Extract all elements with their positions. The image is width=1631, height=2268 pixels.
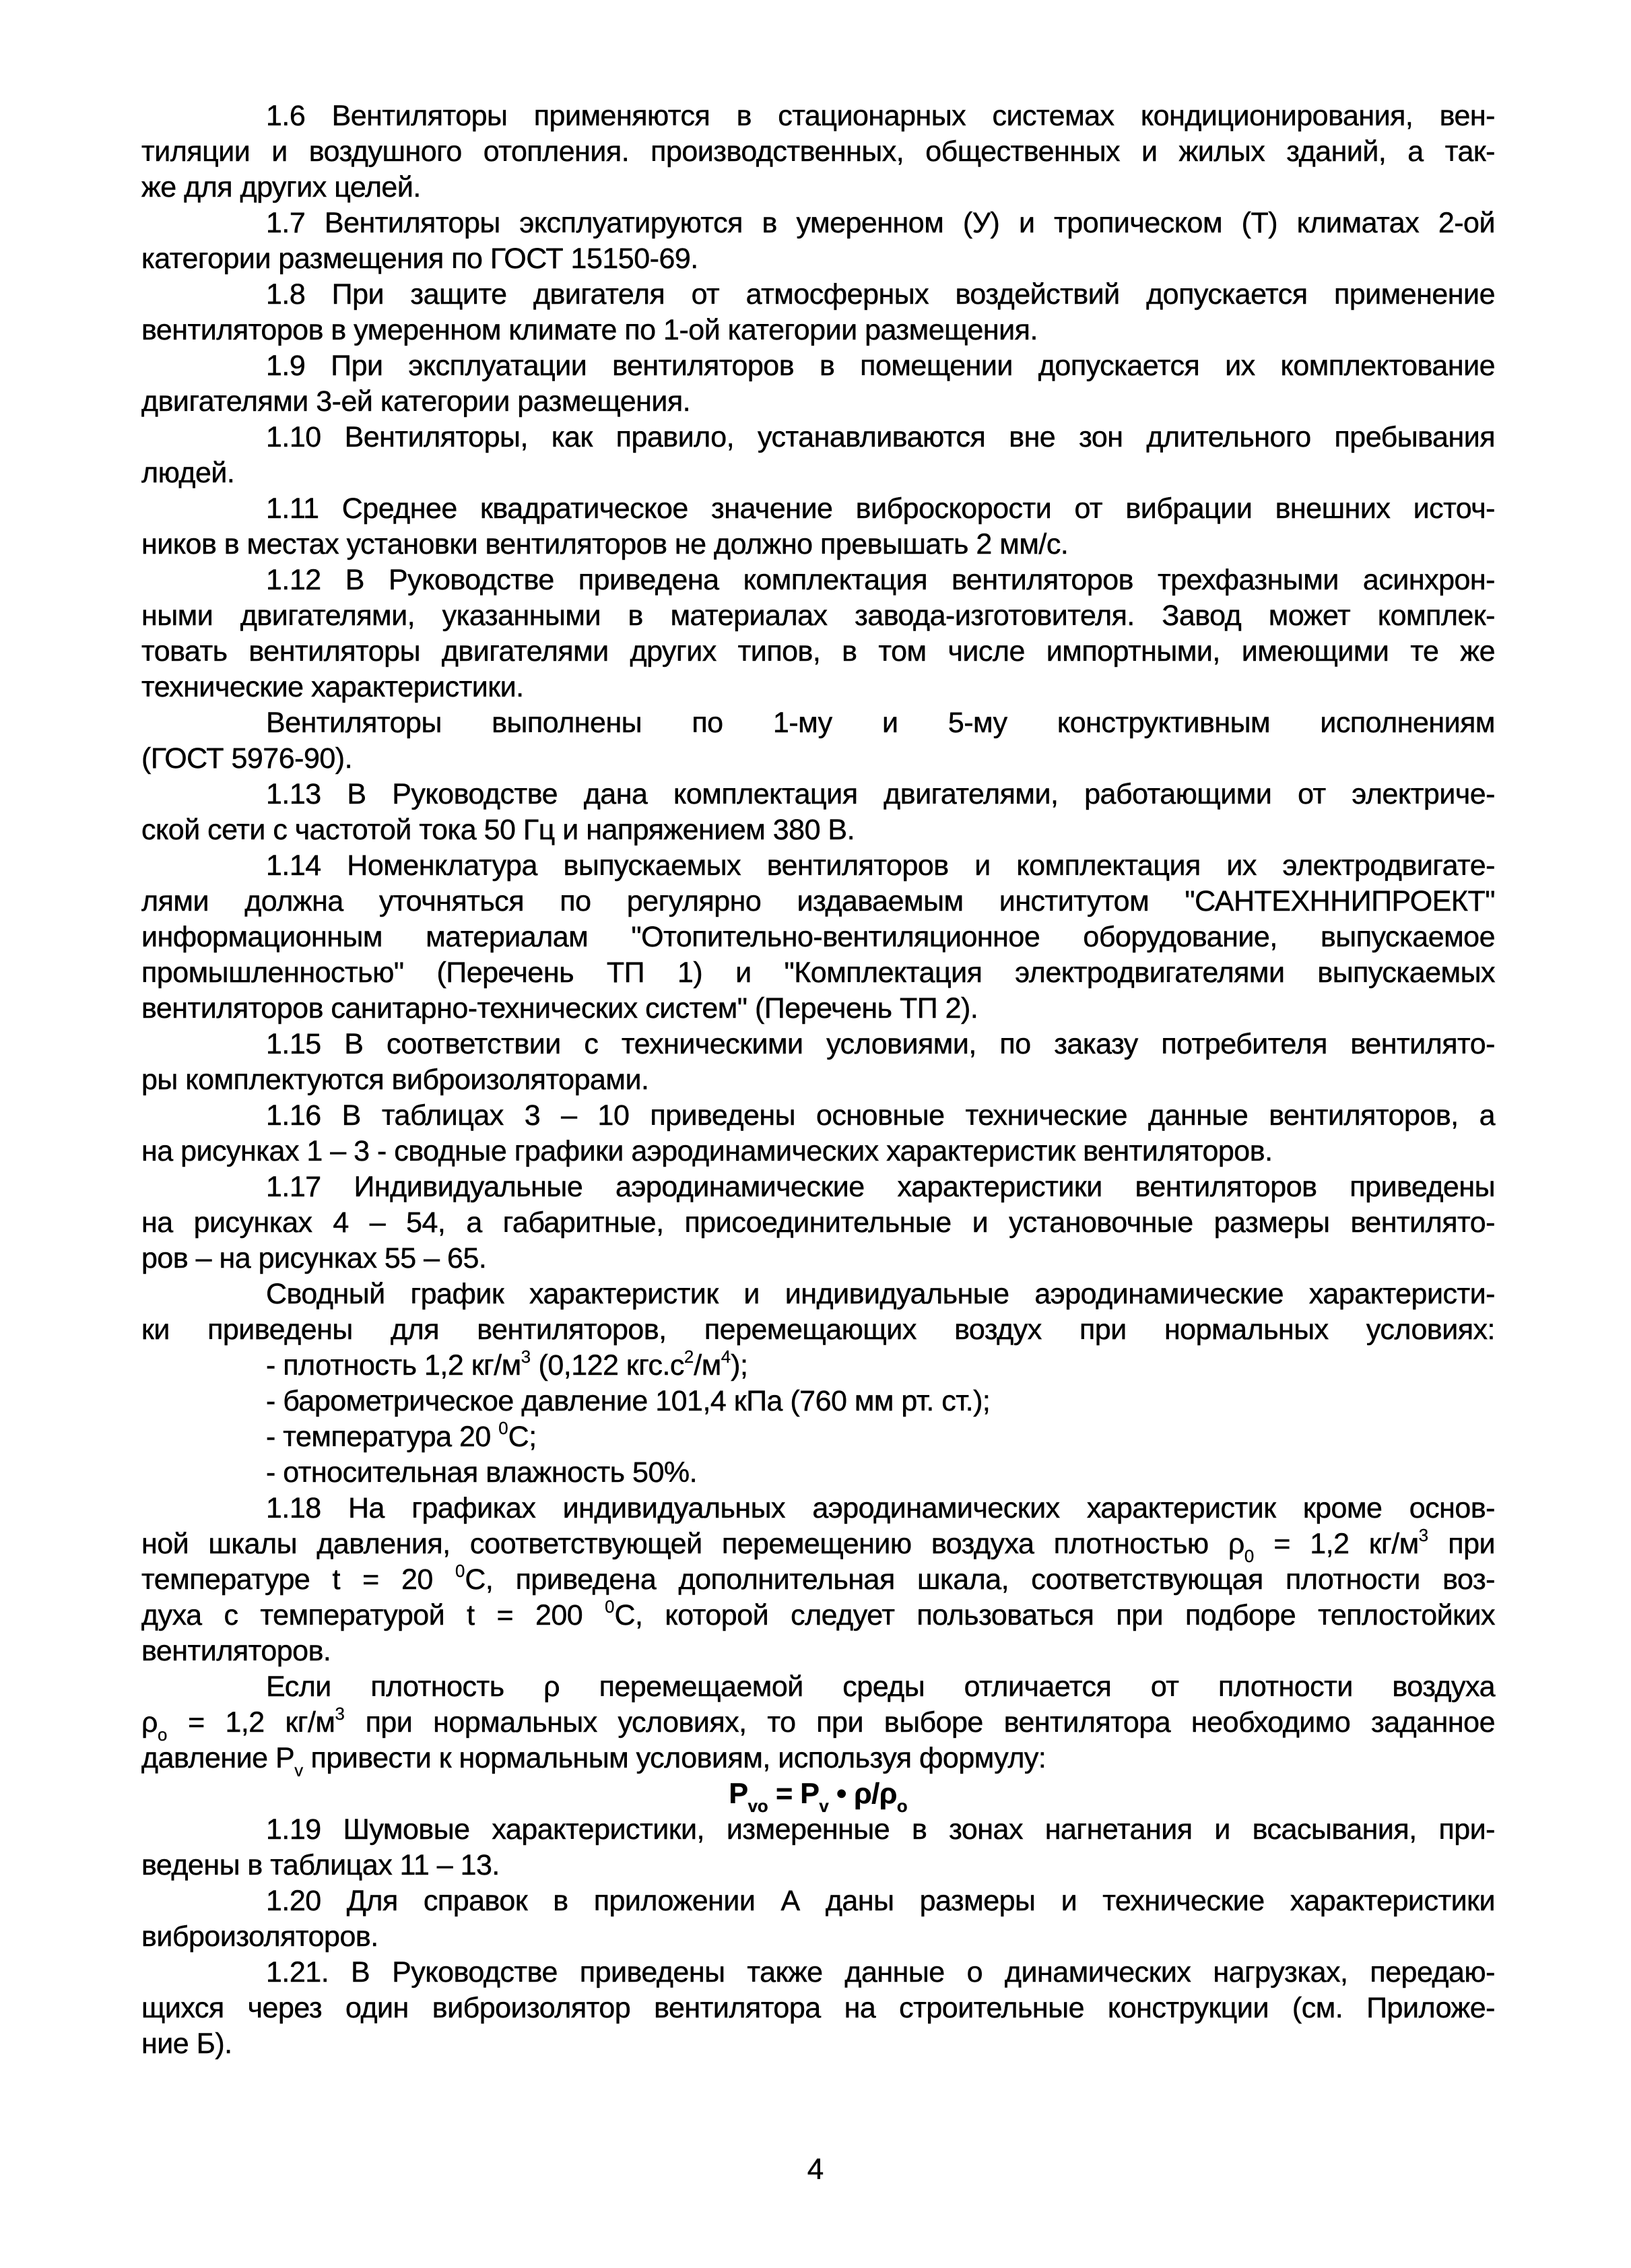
text-line: ников в местах установки вентиляторов не должно превышать 2 мм/с. bbox=[141, 528, 1069, 560]
text-line: духа с температурой t = 200 $^0$С, которой следует пользоваться при подборе теплостойких bbox=[141, 1597, 1495, 1631]
text-line: (ГОСТ 5976-90). bbox=[141, 742, 353, 775]
paragraph-summary-graph bbox=[141, 1276, 1495, 1348]
text-line: 1.16 В таблицах 3 – 10 приведены основные технические данные вентиляторов, а bbox=[266, 1099, 1495, 1132]
paragraph-density-correction bbox=[141, 1669, 1495, 1780]
text-line: ведены в таблицах 11 – 13. bbox=[141, 1849, 500, 1881]
text-line: 1.19 Шумовые характеристики, измеренные в зонах нагнетания и всасывания, при- bbox=[266, 1813, 1495, 1846]
text-line: 1.13 В Руководстве дана комплектация двигателями, работающими от электриче- bbox=[266, 778, 1495, 810]
text-line: на рисунках 1 – 3 - сводные графики аэродинамических характеристик вентиляторов. bbox=[141, 1135, 1273, 1167]
text-line: вентиляторов в умеренном климате по 1-ой категории размещения. bbox=[141, 314, 1038, 346]
text-line: 1.12 В Руководстве приведена комплектация вентиляторов трехфазными асинхрон- bbox=[266, 564, 1495, 596]
item-1-11 bbox=[141, 491, 1495, 562]
item-1-21 bbox=[141, 1955, 1495, 2062]
text-line: - относительная влажность 50%. bbox=[266, 1456, 698, 1489]
text-line: Вентиляторы выполнены по 1-му и 5-му конструктивным исполнениям bbox=[266, 707, 1495, 739]
text-line: $\rho_o = 1,2$ $кг/м^3$ при нормальных условиях, то при выборе вентилятора необходимо заданное bbox=[141, 1704, 1495, 1745]
text-line: Если плотность ρ перемещаемой среды отличается от плотности воздуха bbox=[266, 1671, 1495, 1703]
text-line: - барометрическое давление 101,4 кПа (760 мм рт. ст.); bbox=[266, 1385, 991, 1417]
text-line: 1.7 Вентиляторы эксплуатируются в умеренном (У) и тропическом (Т) климатах 2-ой bbox=[266, 207, 1495, 239]
text-line: двигателями 3-ей категории размещения. bbox=[141, 385, 691, 418]
text-line: 1.9 При эксплуатации вентиляторов в помещении допускается их комплектование bbox=[266, 350, 1495, 382]
text-line: 1.18 На графиках индивидуальных аэродинамических характеристик кроме основ- bbox=[266, 1492, 1495, 1524]
item-1-17 bbox=[141, 1169, 1495, 1276]
text-line: $P_{vo} = P_v$ • $\rho/\rho_o$ bbox=[729, 1778, 908, 1816]
text-line: вентиляторов. bbox=[141, 1635, 331, 1667]
text-line: 1.15 В соответствии с техническими условиями, по заказу потребителя вентилято- bbox=[266, 1028, 1495, 1060]
text-line: тиляции и воздушного отопления. производственных, общественных и жилых зданий, а так- bbox=[141, 135, 1495, 168]
item-1-12 bbox=[141, 562, 1495, 705]
text-line: ры комплектуются виброизоляторами. bbox=[141, 1064, 649, 1096]
text-line: промышленностью" (Перечень ТП 1) и "Комплектация электродвигателями выпускаемых bbox=[141, 957, 1495, 989]
item-1-18 bbox=[141, 1491, 1495, 1669]
text-line: ки приведены для вентиляторов, перемещающих воздух при нормальных условиях: bbox=[141, 1314, 1495, 1346]
text-line: Сводный график характеристик и индивидуальные аэродинамические характеристи- bbox=[266, 1278, 1495, 1310]
text-line: ными двигателями, указанными в материалах завода-изготовителя. Завод может комплек- bbox=[141, 600, 1495, 632]
item-1-8 bbox=[141, 277, 1495, 348]
text-line: товать вентиляторы двигателями других типов, в том числе импортными, имеющими те же bbox=[141, 635, 1495, 668]
document-body bbox=[141, 98, 1495, 2062]
item-1-9 bbox=[141, 348, 1495, 420]
text-line: 1.21. В Руководстве приведены также данные о динамических нагрузках, передаю- bbox=[266, 1956, 1495, 1988]
text-line: 1.14 Номенклатура выпускаемых вентиляторов и комплектация их электродвигате- bbox=[266, 849, 1495, 882]
text-line: - температура 20 $^0$С; bbox=[266, 1419, 537, 1453]
text-line: давление $P_v$ привести к нормальным условиям, используя формулу: bbox=[141, 1742, 1046, 1780]
text-line: щихся через один виброизолятор вентилятора на строительные конструкции (см. Приложе- bbox=[141, 1992, 1495, 2024]
text-line: лями должна уточняться по регулярно издаваемым институтом "САНТЕХННИПРОЕКТ" bbox=[141, 885, 1495, 917]
item-1-10 bbox=[141, 420, 1495, 491]
bullet-humidity bbox=[141, 1455, 1495, 1491]
text-line: 1.10 Вентиляторы, как правило, устанавливаются вне зон длительного пребывания bbox=[266, 421, 1495, 453]
text-line: 1.20 Для справок в приложении А даны размеры и технические характеристики bbox=[266, 1885, 1495, 1917]
text-line: 1.11 Среднее квадратическое значение виброскорости от вибрации внешних источ- bbox=[266, 492, 1495, 525]
text-line: ской сети с частотой тока 50 Гц и напряжением 380 В. bbox=[141, 814, 855, 846]
text-line: 1.8 При защите двигателя от атмосферных воздействий допускается применение bbox=[266, 278, 1495, 311]
formula-pressure-conversion bbox=[141, 1776, 1495, 1816]
item-1-19 bbox=[141, 1812, 1495, 1883]
text-line: ной шкалы давления, соответствующей перемещению воздуха плотностью $\rho_0 = 1,2$ $кг/м^3$ при bbox=[141, 1526, 1496, 1566]
item-1-6 bbox=[141, 98, 1495, 205]
item-1-16 bbox=[141, 1098, 1495, 1169]
text-line: виброизоляторов. bbox=[141, 1920, 378, 1953]
item-1-20 bbox=[141, 1883, 1495, 1955]
item-1-13 bbox=[141, 777, 1495, 848]
text-line: же для других целей. bbox=[141, 171, 421, 203]
text-line: ние Б). bbox=[141, 2028, 232, 2060]
text-line: информационным материалам "Отопительно-вентиляционное оборудование, выпускаемое bbox=[141, 921, 1495, 953]
item-1-14 bbox=[141, 848, 1495, 1027]
text-line: - плотность 1,2 $кг/м^3$ (0,122 $кгс.с^2/м^4$); bbox=[266, 1347, 748, 1382]
page-number: 4 bbox=[807, 2153, 824, 2186]
text-line: на рисунках 4 – 54, а габаритные, присоединительные и установочные размеры вентилято- bbox=[141, 1206, 1495, 1239]
text-line: людей. bbox=[141, 457, 235, 489]
text-line: температуре t = 20 $^0$С, приведена дополнительная шкала, соответствующая плотности воз- bbox=[141, 1561, 1495, 1596]
text-line: категории размещения по ГОСТ 15150-69. bbox=[141, 242, 698, 275]
item-1-15 bbox=[141, 1027, 1495, 1098]
text-line: 1.6 Вентиляторы применяются в стационарных системах кондиционирования, вен- bbox=[266, 100, 1495, 132]
text-line: ров – на рисунках 55 – 65. bbox=[141, 1242, 487, 1274]
bullet-barometric-pressure bbox=[141, 1384, 1495, 1419]
bullet-density bbox=[141, 1348, 1495, 1384]
text-line: вентиляторов санитарно-технических систем" (Перечень ТП 2). bbox=[141, 992, 978, 1025]
paragraph-design-versions bbox=[141, 705, 1495, 777]
item-1-7 bbox=[141, 205, 1495, 277]
text-line: 1.17 Индивидуальные аэродинамические характеристики вентиляторов приведены bbox=[266, 1171, 1495, 1203]
text-line: технические характеристики. bbox=[141, 671, 524, 703]
bullet-temperature bbox=[141, 1419, 1495, 1455]
